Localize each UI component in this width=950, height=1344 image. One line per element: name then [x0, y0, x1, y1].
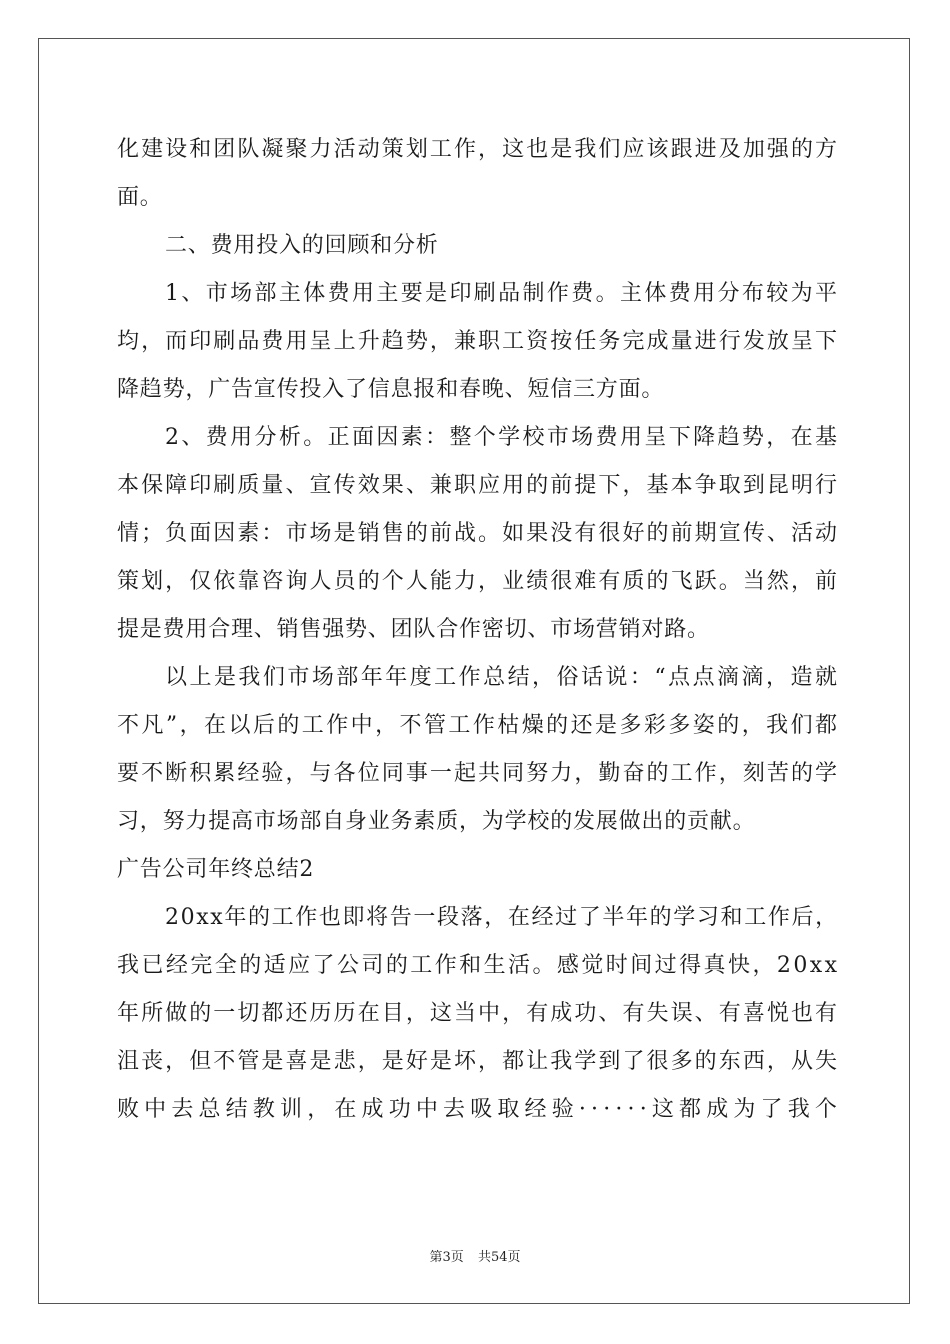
text-line-content: 情；负面因素：市场是销售的前战。如果没有很好的前期宣传、活动 [117, 521, 840, 546]
text-line [117, 414, 840, 462]
text-line [117, 1038, 840, 1086]
text-line-content: 习，努力提高市场部自身业务素质，为学校的发展做出的贡献。 [117, 809, 756, 834]
text-line [117, 270, 840, 318]
text-line [117, 510, 840, 558]
text-line-content: 沮丧，但不管是喜是悲，是好是坏，都让我学到了很多的东西，从失 [117, 1049, 840, 1074]
text-line-content: 广告公司年终总结2 [117, 857, 315, 882]
text-line [117, 702, 840, 750]
text-line [117, 318, 840, 366]
page-number: 第3页 [429, 1250, 464, 1265]
text-line [117, 462, 840, 510]
text-line [117, 126, 840, 174]
page-total: 共54页 [477, 1250, 521, 1265]
text-line [117, 894, 837, 942]
text-line-content: 二、费用投入的回顾和分析 [165, 233, 439, 258]
document-body [117, 126, 843, 1134]
text-line-content: 2、费用分析。正面因素：整个学校市场费用呈下降趋势，在基 [165, 425, 840, 450]
text-line [117, 222, 837, 270]
text-line-content: 策划，仅依靠咨询人员的个人能力，业绩很难有质的飞跃。当然，前 [117, 569, 840, 594]
text-line-content: 化建设和团队凝聚力活动策划工作，这也是我们应该跟进及加强的方 [117, 137, 840, 162]
text-line-content: 不凡”，在以后的工作中，不管工作枯燥的还是多彩多姿的，我们都 [117, 713, 840, 738]
page-footer [0, 1246, 950, 1265]
text-line-content: 我已经完全的适应了公司的工作和生活。感觉时间过得真快，20xx [117, 953, 840, 978]
text-line [117, 750, 840, 798]
text-line [117, 366, 837, 414]
text-line-content: 提是费用合理、销售强势、团队合作密切、市场营销对路。 [117, 617, 710, 642]
text-line-content: 本保障印刷质量、宣传效果、兼职应用的前提下，基本争取到昆明行 [117, 473, 840, 498]
text-line [117, 1086, 843, 1134]
text-line-content: 以上是我们市场部年年度工作总结，俗话说：“点点滴滴，造就 [165, 665, 840, 690]
text-line-content: 20xx年的工作也即将告一段落，在经过了半年的学习和工作后， [165, 905, 839, 930]
text-line [117, 846, 837, 894]
text-line-content: 面。 [117, 185, 163, 210]
text-line [117, 606, 837, 654]
text-line [117, 558, 840, 606]
text-line-content: 要不断积累经验，与各位同事一起共同努力，勤奋的工作，刻苦的学 [117, 761, 840, 786]
text-line-content: 降趋势，广告宣传投入了信息报和春晚、短信三方面。 [117, 377, 665, 402]
text-line-content: 均，而印刷品费用呈上升趋势，兼职工资按任务完成量进行发放呈下 [117, 329, 840, 354]
text-line [117, 798, 837, 846]
text-line-content: 年所做的一切都还历历在目，这当中，有成功、有失误、有喜悦也有 [117, 1001, 840, 1026]
text-line-content: 1、市场部主体费用主要是印刷品制作费。主体费用分布较为平 [165, 281, 840, 306]
text-line [117, 654, 840, 702]
text-line [117, 942, 840, 990]
text-line [117, 990, 840, 1038]
text-line [117, 174, 837, 222]
text-line-content: 败中去总结教训，在成功中去吸取经验······这都成为了我个 [117, 1097, 843, 1122]
